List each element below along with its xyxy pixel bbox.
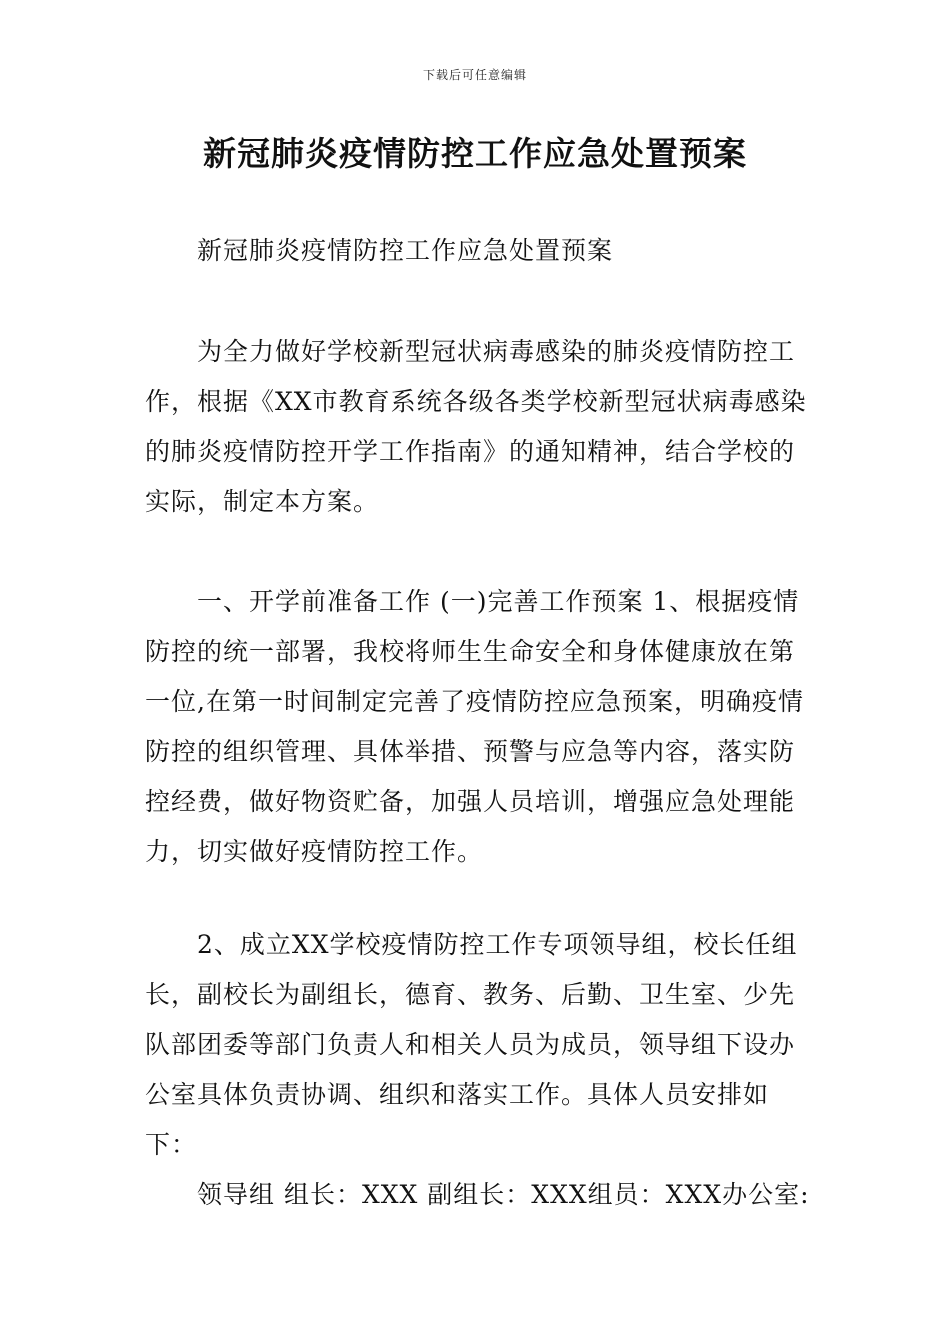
intro-paragraph: 为全力做好学校新型冠状病毒感染的肺炎疫情防控工作，根据《XX市教育系统各级各类学校新型冠状病毒感染的肺炎疫情防控开学工作指南》的通知精神，结合学校的实际，制定本方案。 — [145, 337, 807, 516]
leadership-group-paragraph: 2、成立XX学校疫情防控工作专项领导组，校长任组长，副校长为副组长，德育、教务、后勤、卫生室、少先队部团委等部门负责人和相关人员为成员，领导组下设办公室具体负责协调、组织和落实工作。具体人员安排如下： — [145, 930, 798, 1159]
header-note: 下载后可任意编辑 — [422, 68, 527, 82]
preparation-paragraph: 一、开学前准备工作 (一)完善工作预案 1、根据疫情防控的统一部署，我校将师生生命安全和身体健康放在第一位,在第一时间制定完善了疫情防控应急预案，明确疫情防控的组织管理、具体举措、预警与应急等内容，落实防控经费，做好物资贮备，加强人员培训，增强应急处理能力，切实做好疫情防控工作。 — [145, 587, 804, 866]
document-title: 新冠肺炎疫情防控工作应急处置预案 — [203, 134, 747, 173]
subtitle-paragraph: 新冠肺炎疫情防控工作应急处置预案 — [197, 236, 614, 265]
staff-list-paragraph: 领导组 组长：XXX 副组长：XXX组员：XXX办公室: — [197, 1180, 810, 1209]
